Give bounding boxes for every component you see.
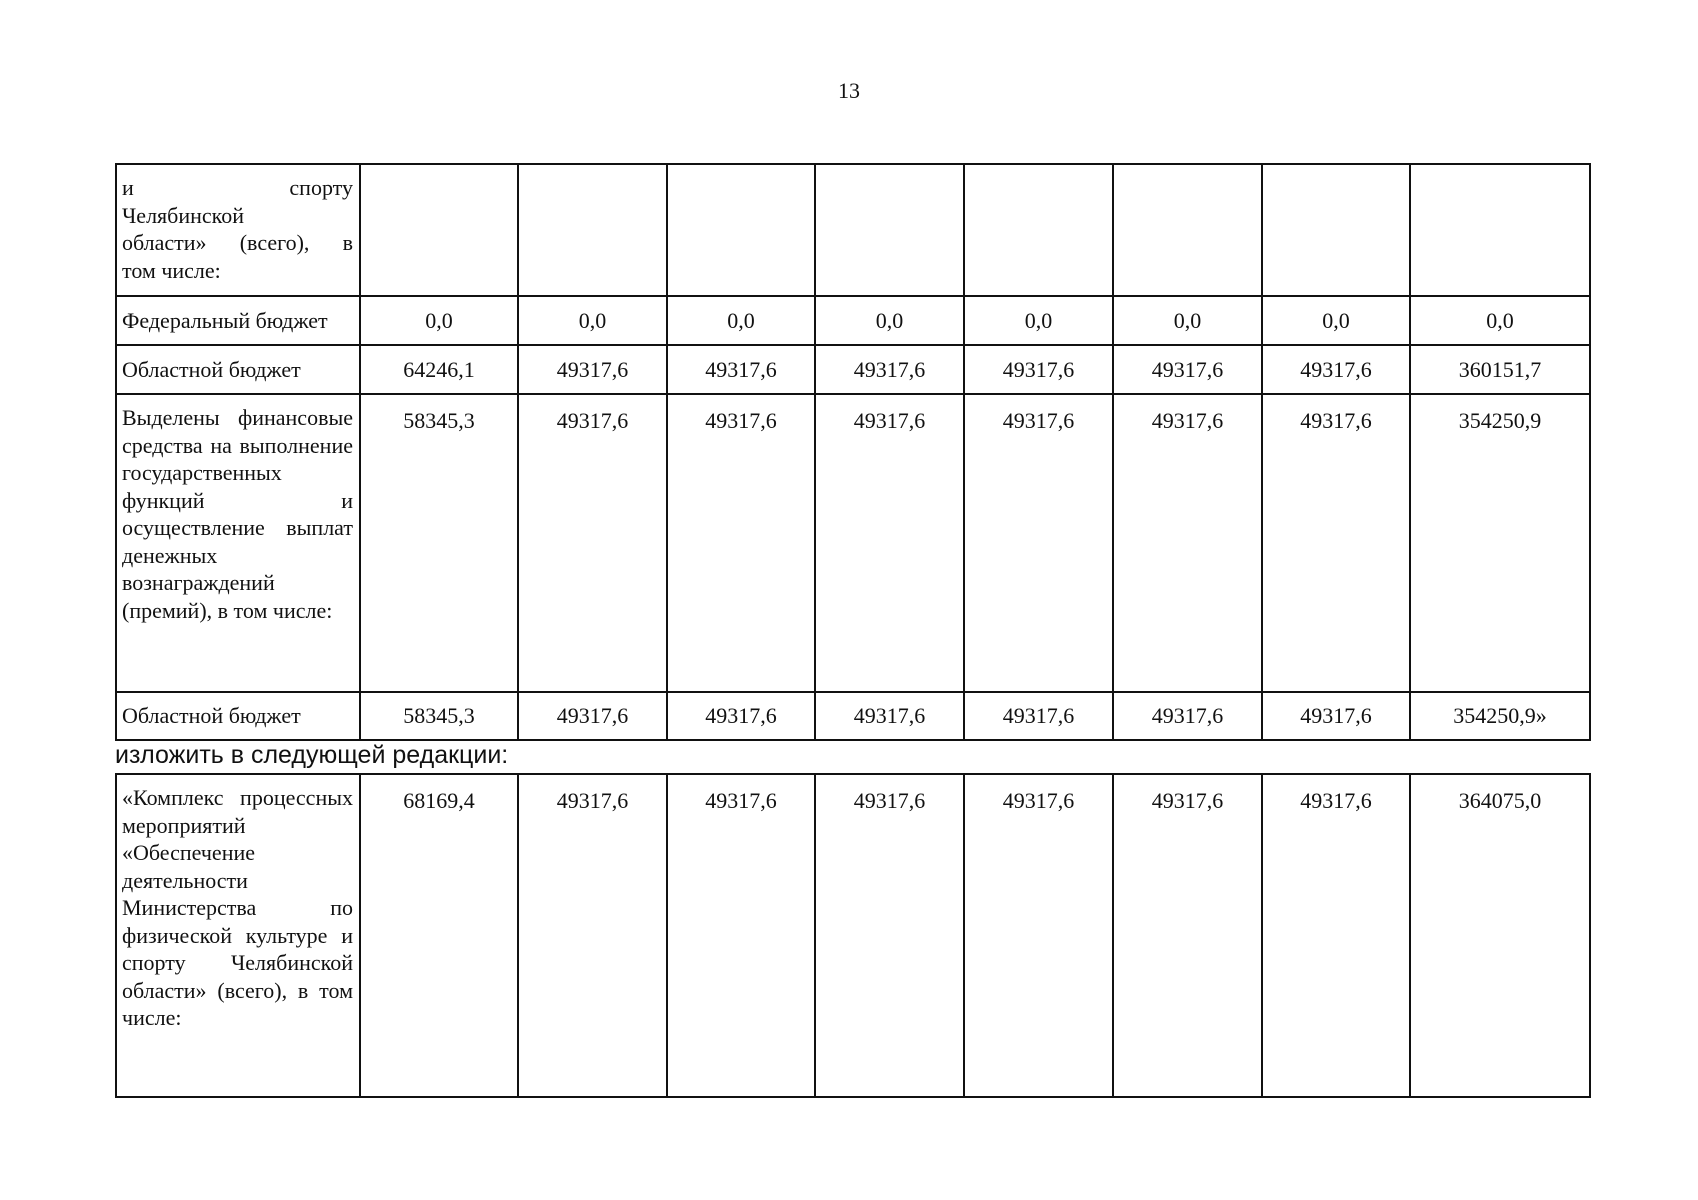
table-cell: 49317,6 xyxy=(964,692,1113,740)
table-cell: 49317,6 xyxy=(1113,345,1262,394)
table-cell: 49317,6 xyxy=(667,345,815,394)
table-cell: 68169,4 xyxy=(360,774,518,1097)
table-cell: 49317,6 xyxy=(667,394,815,692)
table-cell xyxy=(1262,164,1410,296)
table-cell: 0,0 xyxy=(667,296,815,345)
table-cell: 0,0 xyxy=(815,296,964,345)
table-cell: 49317,6 xyxy=(518,774,667,1097)
table-cell: 49317,6 xyxy=(1262,692,1410,740)
table-cell: 0,0 xyxy=(1262,296,1410,345)
table-cell: 0,0 xyxy=(518,296,667,345)
row-label: Областной бюджет xyxy=(116,692,360,740)
table-cell: 49317,6 xyxy=(518,345,667,394)
table-cell xyxy=(815,164,964,296)
row-label-line: том числе: xyxy=(122,257,221,283)
table-row xyxy=(116,394,1590,692)
table-row xyxy=(116,164,1590,296)
table-cell xyxy=(1113,164,1262,296)
table-cell: 0,0 xyxy=(964,296,1113,345)
budget-table-new xyxy=(115,773,1591,1098)
table-cell: 49317,6 xyxy=(964,394,1113,692)
table-cell: 354250,9 xyxy=(1410,394,1590,692)
table-cell: 49317,6 xyxy=(667,692,815,740)
table-cell: 354250,9» xyxy=(1410,692,1590,740)
row-label: Областной бюджет xyxy=(116,345,360,394)
budget-table-current xyxy=(115,163,1591,741)
table-row xyxy=(116,296,1590,345)
table-cell: 49317,6 xyxy=(815,394,964,692)
table-cell: 49317,6 xyxy=(964,774,1113,1097)
table-cell: 49317,6 xyxy=(815,774,964,1097)
row-label: «Комплекс процессных мероприятий «Обеспечение деятельности Министерства по физической культуре и спорту Челябинской области» (всего), в том числе: xyxy=(116,774,360,1097)
table-cell: 49317,6 xyxy=(667,774,815,1097)
table-row xyxy=(116,345,1590,394)
row-label-line: области» (всего), в xyxy=(122,230,353,255)
table-cell: 58345,3 xyxy=(360,692,518,740)
table-cell: 49317,6 xyxy=(1113,774,1262,1097)
table-cell: 49317,6 xyxy=(815,345,964,394)
table-row xyxy=(116,692,1590,740)
table-cell: 49317,6 xyxy=(964,345,1113,394)
page-number: 13 xyxy=(838,78,860,103)
row-label-line: и спорту xyxy=(122,175,353,200)
row-label: Выделены финансовые средства на выполнение государственных функций и осуществление выплат денежных вознаграждений (премий), в том числе: xyxy=(116,394,360,692)
table-cell: 49317,6 xyxy=(1262,774,1410,1097)
table-row xyxy=(116,774,1590,1097)
table-cell: 58345,3 xyxy=(360,394,518,692)
table-cell: 49317,6 xyxy=(1262,345,1410,394)
table-cell xyxy=(1410,164,1590,296)
table-cell: 0,0 xyxy=(360,296,518,345)
table-cell: 64246,1 xyxy=(360,345,518,394)
row-label: Федеральный бюджет xyxy=(116,296,360,345)
table-cell xyxy=(667,164,815,296)
table-cell: 49317,6 xyxy=(1113,692,1262,740)
table-cell: 49317,6 xyxy=(518,692,667,740)
table-cell: 364075,0 xyxy=(1410,774,1590,1097)
table-cell: 49317,6 xyxy=(1262,394,1410,692)
table-cell: 0,0 xyxy=(1113,296,1262,345)
table-cell xyxy=(360,164,518,296)
table-cell: 49317,6 xyxy=(815,692,964,740)
row-label-line: Челябинской xyxy=(122,202,245,228)
table-cell xyxy=(964,164,1113,296)
row-label-continuation xyxy=(116,164,360,296)
table-cell: 360151,7 xyxy=(1410,345,1590,394)
table-cell: 0,0 xyxy=(1410,296,1590,345)
table-cell: 49317,6 xyxy=(1113,394,1262,692)
amendment-instruction: изложить в следующей редакции: xyxy=(115,741,509,769)
table-cell: 49317,6 xyxy=(518,394,667,692)
table-cell xyxy=(518,164,667,296)
